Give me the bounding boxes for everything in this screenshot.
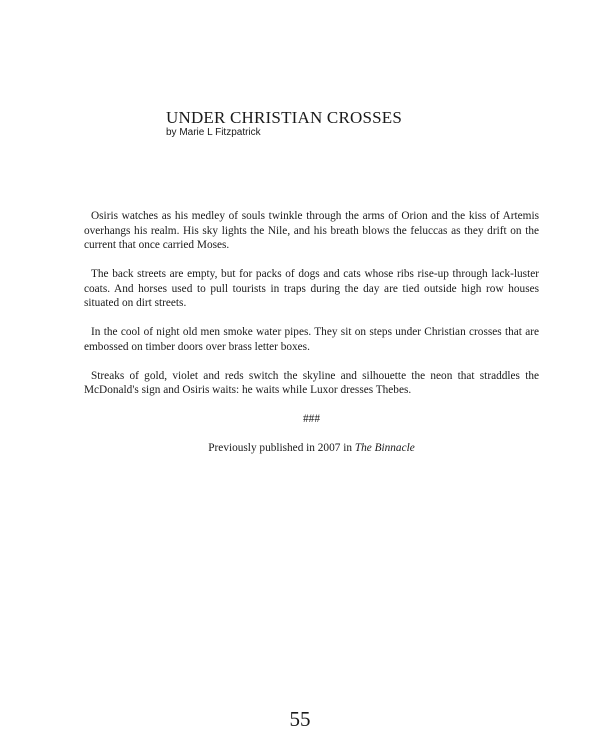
section-separator: ### — [303, 413, 320, 425]
story-title: UNDER CHRISTIAN CROSSES — [166, 108, 403, 127]
page-number: 55 — [289, 707, 311, 731]
story-byline: by Marie L Fitzpatrick — [166, 127, 261, 138]
story-body — [84, 209, 539, 456]
publication-prefix: Previously published in 2007 in — [208, 442, 355, 454]
paragraph-2: The back streets are empty, but for packs of dogs and cats whose ribs rise-up through lack-luster coats. And horses used to pull tourists in traps during the day are tied outside high row houses situated on dirt streets. — [84, 268, 539, 309]
publication-title: The Binnacle — [354, 442, 415, 454]
paragraph-4: Streaks of gold, violet and reds switch the skyline and silhouette the neon that straddles the McDonald's sign and Osiris waits: he waits while Luxor dresses Thebes. — [84, 369, 539, 396]
paragraph-1: Osiris watches as his medley of souls twinkle through the arms of Orion and the kiss of Artemis overhangs his realm. His sky lights the Nile, and his breath blows the feluccas as they drift on the current that once carried Moses. — [84, 210, 539, 251]
paragraph-3: In the cool of night old men smoke water pipes. They sit on steps under Christian crosses that are embossed on timber doors over brass letter boxes. — [84, 326, 539, 353]
publication-note — [84, 441, 539, 456]
